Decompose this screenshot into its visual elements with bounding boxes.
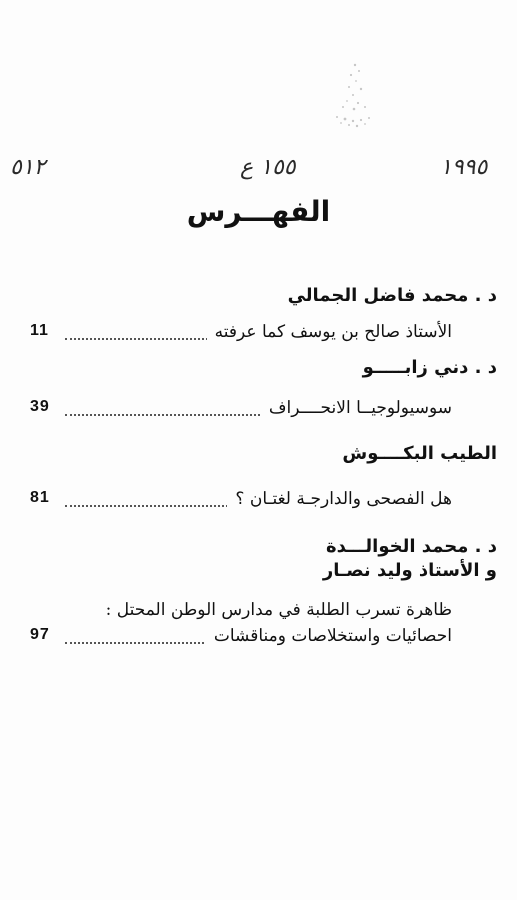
- page-title: الفهـــرس: [186, 195, 331, 228]
- entry-author: الطيب البكــــوش: [342, 443, 497, 464]
- toc-entry[interactable]: [30, 489, 452, 515]
- entry-page-number: 11: [30, 322, 55, 340]
- entry-title-line1: ظاهرة تسرب الطلبة في مدارس الوطن المحتل :: [105, 600, 452, 620]
- toc-entry[interactable]: [30, 322, 452, 348]
- handwritten-note-left: ٥١٢: [10, 155, 46, 180]
- entry-coauthor: و الأستاذ وليد نصـار: [322, 560, 497, 581]
- entry-title: هل الفصحى والدارجـة لغتـان ؟: [227, 489, 452, 509]
- entry-page-number: 39: [30, 398, 56, 416]
- entry-title: الأستاذ صالح بن يوسف كما عرفته: [207, 322, 452, 342]
- handwritten-note-right: ١٩٩٥: [440, 155, 488, 180]
- entry-page-number: 97: [30, 626, 56, 644]
- stamp-icon: [325, 45, 385, 135]
- toc-entry[interactable]: [30, 626, 452, 652]
- handwritten-note-middle: ١٥٥ ع: [240, 155, 296, 180]
- entry-author: د . محمد الخوالـــدة: [325, 536, 497, 557]
- entry-author: د . محمد فاضل الجمالي: [287, 285, 497, 306]
- entry-title: سوسيولوجيــا الانحــــراف: [261, 398, 452, 418]
- entry-title: احصائيات واستخلاصات ومناقشات: [206, 626, 452, 646]
- entry-author: د . دني زابـــــو: [362, 357, 497, 378]
- entry-page-number: 81: [30, 489, 56, 507]
- toc-entry[interactable]: [30, 398, 452, 424]
